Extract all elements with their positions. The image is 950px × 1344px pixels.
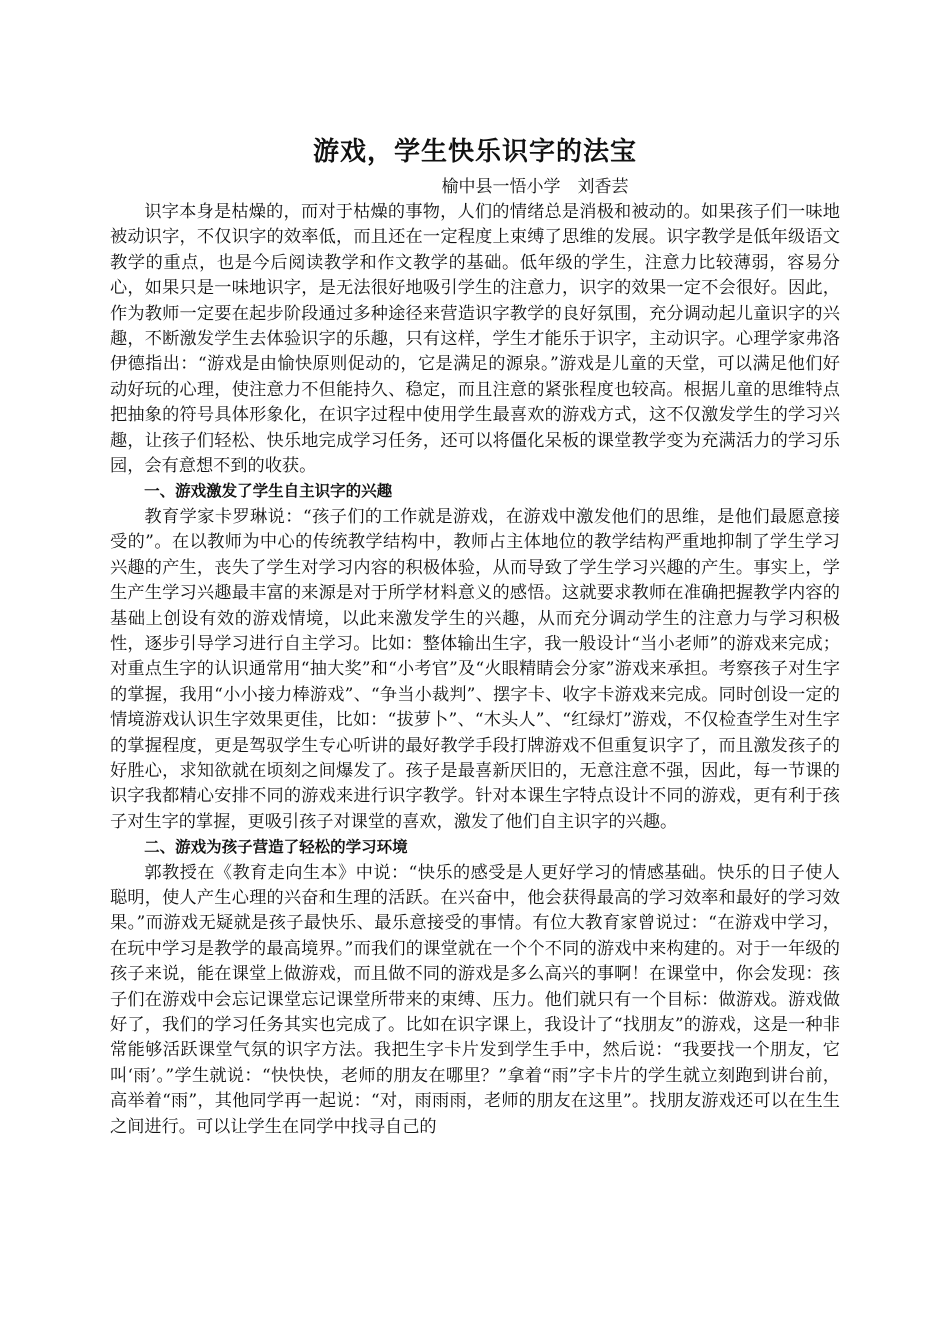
section-body-2: 郭教授在《教育走向生本》中说：“快乐的感受是人更好学习的情感基础。快乐的日子使人聪明，使人产生心理的兴奋和生理的活跃。在兴奋中，他会获得最高的学习效率和最好的学习效果。”而游戏无疑就是孩子最快乐、最乐意接受的事情。有位大教育家曾说过：“在游戏中学习，在玩中学习是教学的最高境界。”而我们的课堂就在一个个不同的游戏中来构建的。对于一年级的孩子来说，能在课堂上做游戏，而且做不同的游戏是多么高兴的事啊！在课堂中，你会发现：孩子们在游戏中会忘记课堂忘记课堂所带来的束缚、压力。他们就只有一个目标：做游戏。游戏做好了，我们的学习任务其实也完成了。比如在识字课上，我设计了“找朋友”的游戏，这是一种非常能够活跃课堂气氛的识字方法。我把生字卡片发到学生手中，然后说：“我要找一个朋友，它叫‘雨’。”学生就说：“快快快，老师的朋友在哪里？”拿着“雨”字卡片的学生就立刻跑到讲台前，高举着“雨”，其他同学再一起说：“对，雨雨雨，老师的朋友在这里”。找朋友游戏还可以在生生之间进行。可以让学生在同学中找寻自己的	[110, 862, 840, 1137]
document-page	[110, 132, 840, 1140]
section-heading-1: 一、游戏激发了学生自主识字的兴趣	[144, 482, 393, 501]
section-heading-2: 二、游戏为孩子营造了轻松的学习环境	[144, 838, 408, 857]
page-title: 游戏，学生快乐识字的法宝	[312, 137, 637, 167]
intro-paragraph: 识字本身是枯燥的，而对于枯燥的事物，人们的情绪总是消极和被动的。如果孩子们一味地被动识字，不仅识字的效率低，而且还在一定程度上束缚了思维的发展。识字教学是低年级语文教学的重点，也是今后阅读教学和作文教学的基础。低年级的学生，注意力比较薄弱，容易分心，如果只是一味地识字，是无法很好地吸引学生的注意力，识字的效果一定不会很好。因此，作为教师一定要在起步阶段通过多种途径来营造识字教学的良好氛围，充分调动起儿童识字的兴趣，不断激发学生去体验识字的乐趣，只有这样，学生才能乐于识字，主动识字。心理学家弗洛伊德指出：“游戏是由愉快原则促动的，它是满足的源泉。”游戏是儿童的天堂，可以满足他们好动好玩的心理，使注意力不但能持久、稳定，而且注意的紧张程度也较高。根据儿童的思维特点把抽象的符号具体形象化，在识字过程中使用学生最喜欢的游戏方式，这不仅激发学生的学习兴趣，让孩子们轻松、快乐地完成学习任务，还可以将僵化呆板的课堂教学变为充满活力的学习乐园，会有意想不到的收获。	[110, 202, 840, 477]
section-body-1: 教育学家卡罗琳说：“孩子们的工作就是游戏，在游戏中激发他们的思维，是他们最愿意接受的”。在以教师为中心的传统教学结构中，教师占主体地位的教学结构严重地抑制了学生学习兴趣的产生，丧失了学生对学习内容的积极体验，从而导致了学生学习兴趣的产生。事实上，学生产生学习兴趣最丰富的来源是对于所学材料意义的感悟。这就要求教师在准确把握教学内容的基础上创设有效的游戏情境，以此来激发学生的兴趣，从而充分调动学生的注意力与学习积极性，逐步引导学习进行自主学习。比如：整体输出生字，我一般设计“当小老师”的游戏来完成；对重点生字的认识通常用“抽大奖”和“小考官”及“火眼精睛会分家”游戏来承担。考察孩子对生字的掌握，我用“小小接力棒游戏”、“争当小裁判”、摆字卡、收字卡游戏来完成。同时创设一定的情境游戏认识生字效果更佳，比如：“拔萝卜”、“木头人”、“红绿灯”游戏，不仅检查学生对生字的掌握程度，更是驾驭学生专心听讲的最好教学手段打牌游戏不但重复识字了，而且激发孩子的好胜心，求知欲就在顷刻之间爆发了。孩子是最喜新厌旧的，无意注意不强，因此，每一节课的识字我都精心安排不同的游戏来进行识字教学。针对本课生字特点设计不同的游戏，更有利于孩子对生字的掌握，更吸引孩子对课堂的喜欢，激发了他们自主识字的兴趣。	[110, 506, 840, 832]
author-line: 榆中县一悟小学 刘香芸	[441, 177, 629, 197]
